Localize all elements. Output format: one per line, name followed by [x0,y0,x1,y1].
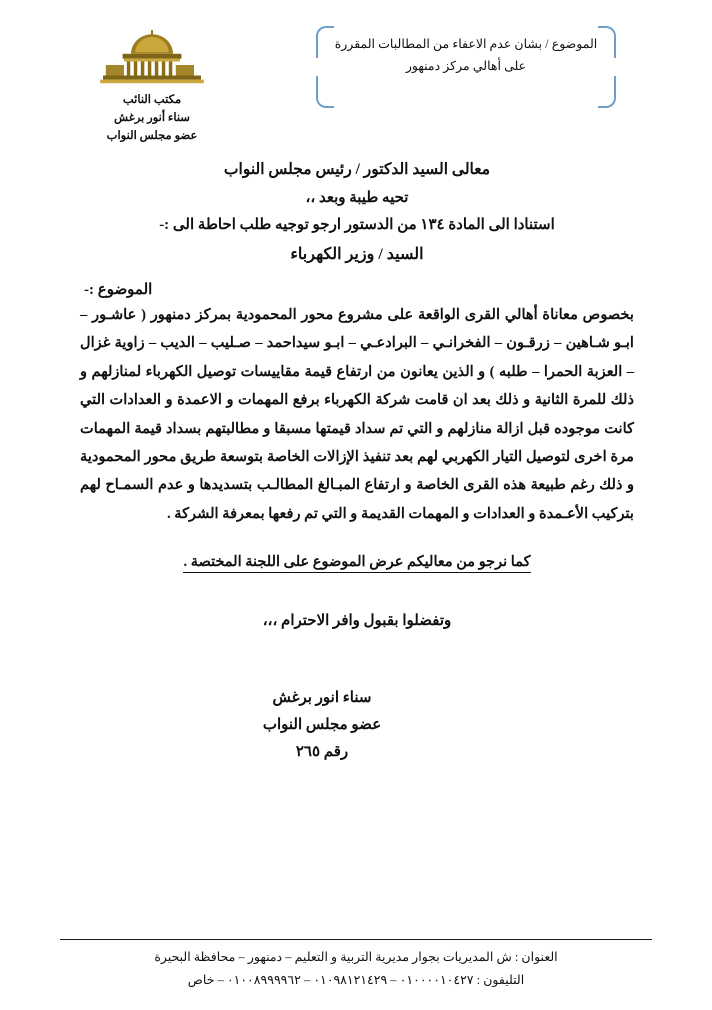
signature-block [80,685,634,766]
footer-phones: التليفون : ٠١٠٠٠٠١٠٤٢٧ – ٠١٠٩٨١٢١٤٢٩ – ٠١٠٠٨٩٩٩٩٦٢ – خاص [187,972,525,987]
subject-note-line-2: على أهالي مركز دمنهور [405,58,527,73]
signature-name: سناء انور برغش [272,690,372,707]
office-caption-line-1: مكتب النائب [122,94,182,106]
addressee-block [80,156,634,270]
body-paragraph: بخصوص معاناة أهالي القرى الواقعة على مشروع محور المحمودية بمركز دمنهور ( عاشـور – ابـو شـاهين – زرقـون – الفخرانـي – البرادعـي – ابـو سيداحمد – صـليب – الديب – زاوية غزال – العزبة الحمرا – طلبه ) و الذين يعانون من ارتفاع قيمة مقاييسات توصيل الكهرباء لمنازلهم و ذلك للمرة الثانية و ذلك بعد ان قامت شركة الكهرباء برفع المهمات و الاعمدة و العدادات التي كانت موجوده قبل ازالة منازلهم و التي تم سداد قيمتها مسبقا و مطالبتهم بسداد قيمة المهمات مرة اخرى لتوصيل التيار الكهربي لهم بعد تنفيذ الإزالات الخاصة بتوسعة طريق محور المحمودية و ذلك رغم طبيعة هذه القرى الخاصة و ارتفاع المبـالغ المطالـب بتسديدها و عدم السمـاح لهم بتركيب الأعـمدة و العدادات و المهمات القديمة و التي تم رفعها بمعرفة الشركة . [80,306,634,522]
subject-label: الموضوع :- [84,281,153,298]
office-caption-line-3: عضو مجلس النواب [106,129,198,142]
subject-note-line-1: الموضوع / بشان عدم الاعفاء من المطالبات المقررة [334,37,598,51]
footer-divider [60,939,652,940]
office-identity-block [72,30,232,145]
signature-number: رقم ٢٦٥ [295,744,349,761]
office-caption [72,92,232,145]
addressee-line-4: السيد / وزير الكهرباء [290,246,424,264]
subject-note [320,24,612,88]
signature-title: عضو مجلس النواب [262,717,382,734]
parliament-building-emblem-icon [96,30,208,86]
closing-line: وتفضلوا بقبول وافر الاحترام ،،، [262,613,452,630]
addressee-line-3: استنادا الى المادة ١٣٤ من الدستور ارجو توجيه طلب احاطة الى :- [159,217,555,234]
committee-request-line [80,554,634,571]
letter-header [0,0,712,150]
addressee-line-1: معالى السيد الدكتور / رئيس مجلس النواب [223,161,491,178]
letter-footer [60,939,652,992]
letter-body [0,150,712,766]
committee-request-text: كما نرجو من معاليكم عرض الموضوع على اللجنة المختصة . [183,554,530,573]
office-caption-line-2: سناء أنور برغش [114,111,190,124]
addressee-line-2: تحيه طيبة وبعد ،، [305,189,409,206]
footer-address: العنوان : ش المديريات بجوار مديرية التربية و التعليم – دمنهور – محافظة البحيرة [154,949,558,964]
